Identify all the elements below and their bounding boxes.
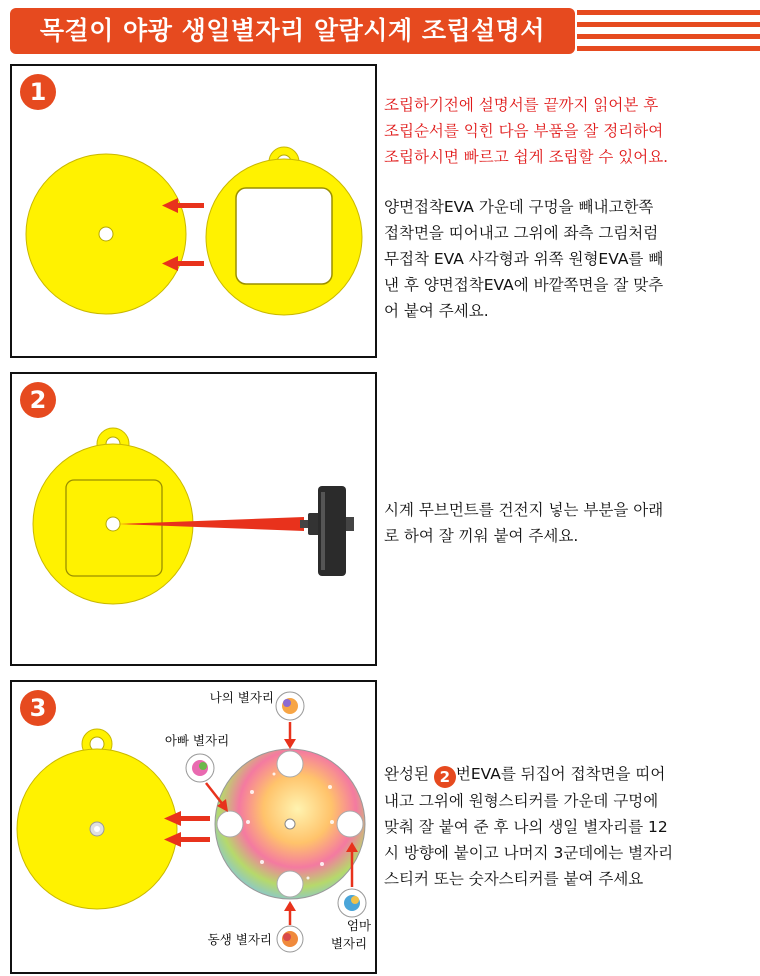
step-2-panel bbox=[10, 372, 377, 666]
sticker-mine bbox=[276, 692, 304, 720]
step-1-number: 1 bbox=[20, 74, 56, 110]
clock-movement bbox=[300, 486, 354, 576]
center-hole bbox=[99, 227, 113, 241]
step-1-text: 양면접착EVA 가운데 구멍을 빼내고한쪽 접착면을 띠어내고 그위에 좌측 그림처럼 무접착 EVA 사각형과 위쪽 원형EVA를 빼 낸 후 양면접착EVA에 바깥쪽면을 잘 맞추 어 붙여 주세요. bbox=[384, 198, 664, 320]
step-3-panel bbox=[10, 680, 377, 974]
step-3-number: 3 bbox=[20, 690, 56, 726]
step-1-notice: 조립하기전에 설명서를 끝까지 읽어본 후 조립순서를 익힌 다음 부품을 잘 정리하여 조립하시면 빠르고 쉽게 조립할 수 있어요. bbox=[384, 96, 669, 166]
step-2-text: 시계 무브먼트를 건전지 넣는 부분을 아래 로 하여 잘 끼워 붙여 주세요. bbox=[384, 501, 664, 545]
slot-bottom bbox=[277, 871, 303, 897]
label-mom-2: 별자리 bbox=[330, 936, 368, 951]
slot-right bbox=[337, 811, 363, 837]
step-3-text: 완성된 2 번EVA를 뒤집어 접착면을 띠어 내고 그위에 원형스티커를 가운데 구멍에 맞춰 잘 붙여 준 후 나의 생일 별자리를 12 시 방향에 붙이고 나머지 3군데에는 별자리 스티커 또는 숫자스티커를 붙여 주세요 bbox=[384, 765, 674, 888]
header-stripes bbox=[577, 10, 760, 52]
square-cutout bbox=[236, 188, 332, 284]
sticker-dad bbox=[186, 754, 214, 782]
page-title: 목걸이 야광 생일별자리 알람시계 조립설명서 bbox=[10, 8, 575, 54]
slot-left bbox=[217, 811, 243, 837]
step-1-illustration bbox=[12, 66, 375, 356]
label-dad: 아빠 별자리 bbox=[164, 733, 230, 748]
step-1-panel bbox=[10, 64, 377, 358]
step-3-illustration bbox=[12, 682, 375, 972]
label-mine: 나의 별자리 bbox=[209, 690, 274, 705]
sticker-sibling bbox=[277, 926, 303, 952]
sticker-mom bbox=[338, 889, 366, 917]
step-2-reference-badge: 2 bbox=[434, 766, 456, 788]
label-sibling: 동생 별자리 bbox=[207, 932, 272, 947]
step-2-number: 2 bbox=[20, 382, 56, 418]
slot-top bbox=[277, 751, 303, 777]
label-mom-1: 엄마 bbox=[346, 918, 372, 933]
step-2-illustration bbox=[12, 374, 375, 664]
